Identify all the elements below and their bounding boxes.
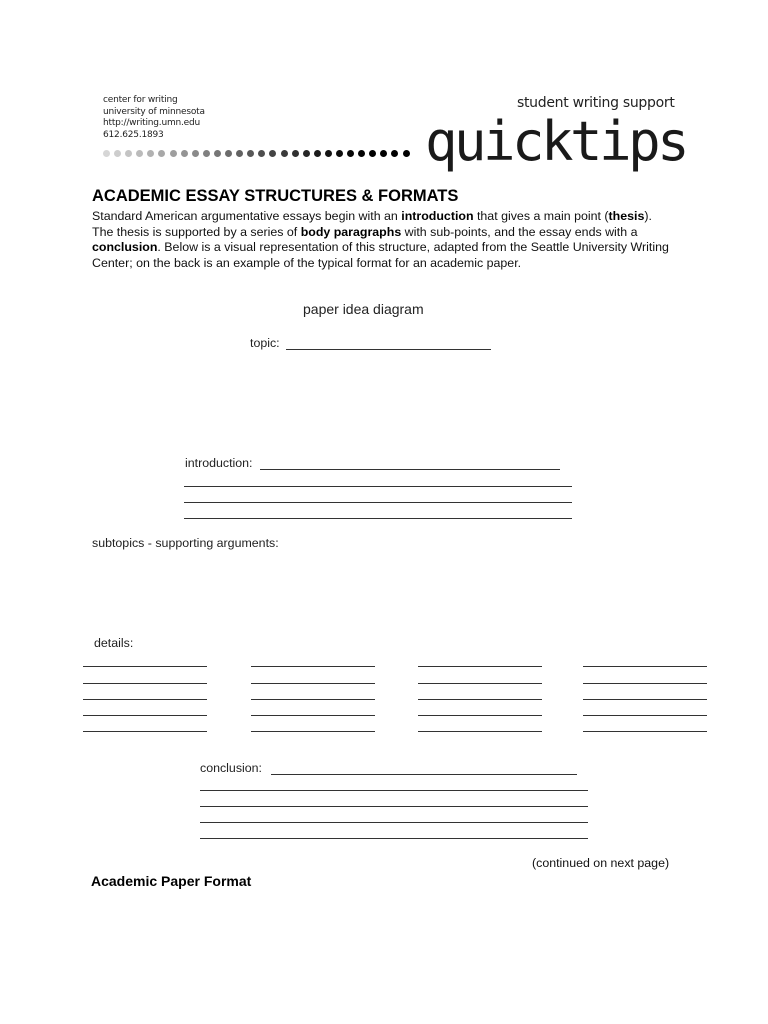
topic-label: topic: (250, 336, 280, 350)
detail-blank-line[interactable] (83, 699, 207, 700)
dot-decoration (391, 150, 398, 157)
detail-blank-line[interactable] (83, 715, 207, 716)
dot-decoration (403, 150, 410, 157)
page-title: ACADEMIC ESSAY STRUCTURES & FORMATS (92, 187, 459, 205)
dot-decoration (336, 150, 343, 157)
diagram-title: paper idea diagram (303, 301, 424, 317)
dot-decoration (158, 150, 165, 157)
introduction-label: introduction: (185, 456, 253, 470)
detail-blank-line[interactable] (418, 666, 542, 667)
detail-blank-line[interactable] (583, 683, 707, 684)
intro-bold-introduction: introduction (401, 209, 474, 223)
dot-decoration (236, 150, 243, 157)
intro-text-1: Standard American argumentative essays begin with an (92, 209, 402, 223)
detail-blank-line[interactable] (251, 715, 375, 716)
detail-blank-line[interactable] (418, 715, 542, 716)
intro-text-3: ). The thesis is supported by a series of (92, 209, 652, 239)
dot-decoration (380, 150, 387, 157)
intro-text-5: . Below is a visual representation of this structure, adapted from the Seattle University Writing Center; on the back is an example of the typical format for an academic paper. (92, 240, 669, 270)
detail-blank-line[interactable] (251, 683, 375, 684)
dot-decoration (325, 150, 332, 157)
detail-blank-line[interactable] (418, 683, 542, 684)
introduction-blank-line[interactable] (260, 469, 560, 470)
intro-bold-thesis: thesis (608, 209, 645, 223)
conclusion-blank-line[interactable] (200, 822, 588, 823)
dot-decoration (181, 150, 188, 157)
detail-blank-line[interactable] (83, 731, 207, 732)
dot-decoration (103, 150, 110, 157)
dot-decoration (170, 150, 177, 157)
dot-decoration (269, 150, 276, 157)
dot-decoration (125, 150, 132, 157)
intro-bold-body-paragraphs: body paragraphs (300, 224, 402, 239)
introduction-blank-line[interactable] (184, 502, 572, 503)
conclusion-blank-line[interactable] (271, 774, 577, 775)
dot-decoration (203, 150, 210, 157)
conclusion-blank-line[interactable] (200, 806, 588, 807)
detail-blank-line[interactable] (418, 731, 542, 732)
dot-decoration (303, 150, 310, 157)
detail-blank-line[interactable] (418, 699, 542, 700)
subtopics-label: subtopics - supporting arguments: (92, 536, 279, 550)
introduction-blank-line[interactable] (184, 486, 572, 487)
dot-row-decoration (103, 150, 414, 157)
conclusion-blank-line[interactable] (200, 790, 588, 791)
detail-blank-line[interactable] (583, 666, 707, 667)
detail-blank-line[interactable] (83, 683, 207, 684)
quicktips-logo: quicktips (425, 110, 687, 173)
contact-block (103, 95, 205, 141)
dot-decoration (281, 150, 288, 157)
intro-paragraph (92, 209, 672, 271)
contact-line-url: http://writing.umn.edu (103, 118, 201, 128)
intro-text-4: with sub-points, and the essay ends with a (401, 224, 638, 239)
intro-text-2: that gives a main point ( (473, 209, 609, 223)
dot-decoration (214, 150, 221, 157)
dot-decoration (114, 150, 121, 157)
contact-line-phone: 612.625.1893 (103, 129, 164, 140)
intro-bold-conclusion: conclusion (92, 240, 158, 254)
topic-blank-line[interactable] (286, 349, 491, 350)
detail-blank-line[interactable] (251, 731, 375, 732)
detail-blank-line[interactable] (583, 699, 707, 700)
tagline: student writing support (517, 95, 675, 111)
detail-blank-line[interactable] (251, 699, 375, 700)
dot-decoration (136, 150, 143, 157)
dot-decoration (292, 150, 299, 157)
continued-note: (continued on next page) (532, 856, 670, 870)
contact-line-university: university of minnesota (103, 106, 205, 117)
contact-line-center: center for writing (103, 95, 178, 105)
detail-blank-line[interactable] (83, 666, 207, 667)
introduction-blank-line[interactable] (184, 518, 572, 519)
dot-decoration (192, 150, 199, 157)
details-label: details: (94, 636, 134, 650)
detail-blank-line[interactable] (583, 731, 707, 732)
detail-blank-line[interactable] (583, 715, 707, 716)
conclusion-label: conclusion: (200, 761, 262, 775)
dot-decoration (347, 150, 354, 157)
dot-decoration (314, 150, 321, 157)
conclusion-blank-line[interactable] (200, 838, 588, 839)
detail-blank-line[interactable] (251, 666, 375, 667)
dot-decoration (247, 150, 254, 157)
dot-decoration (225, 150, 232, 157)
dot-decoration (258, 150, 265, 157)
section-heading: Academic Paper Format (91, 873, 252, 889)
dot-decoration (147, 150, 154, 157)
dot-decoration (369, 150, 376, 157)
dot-decoration (358, 150, 365, 157)
